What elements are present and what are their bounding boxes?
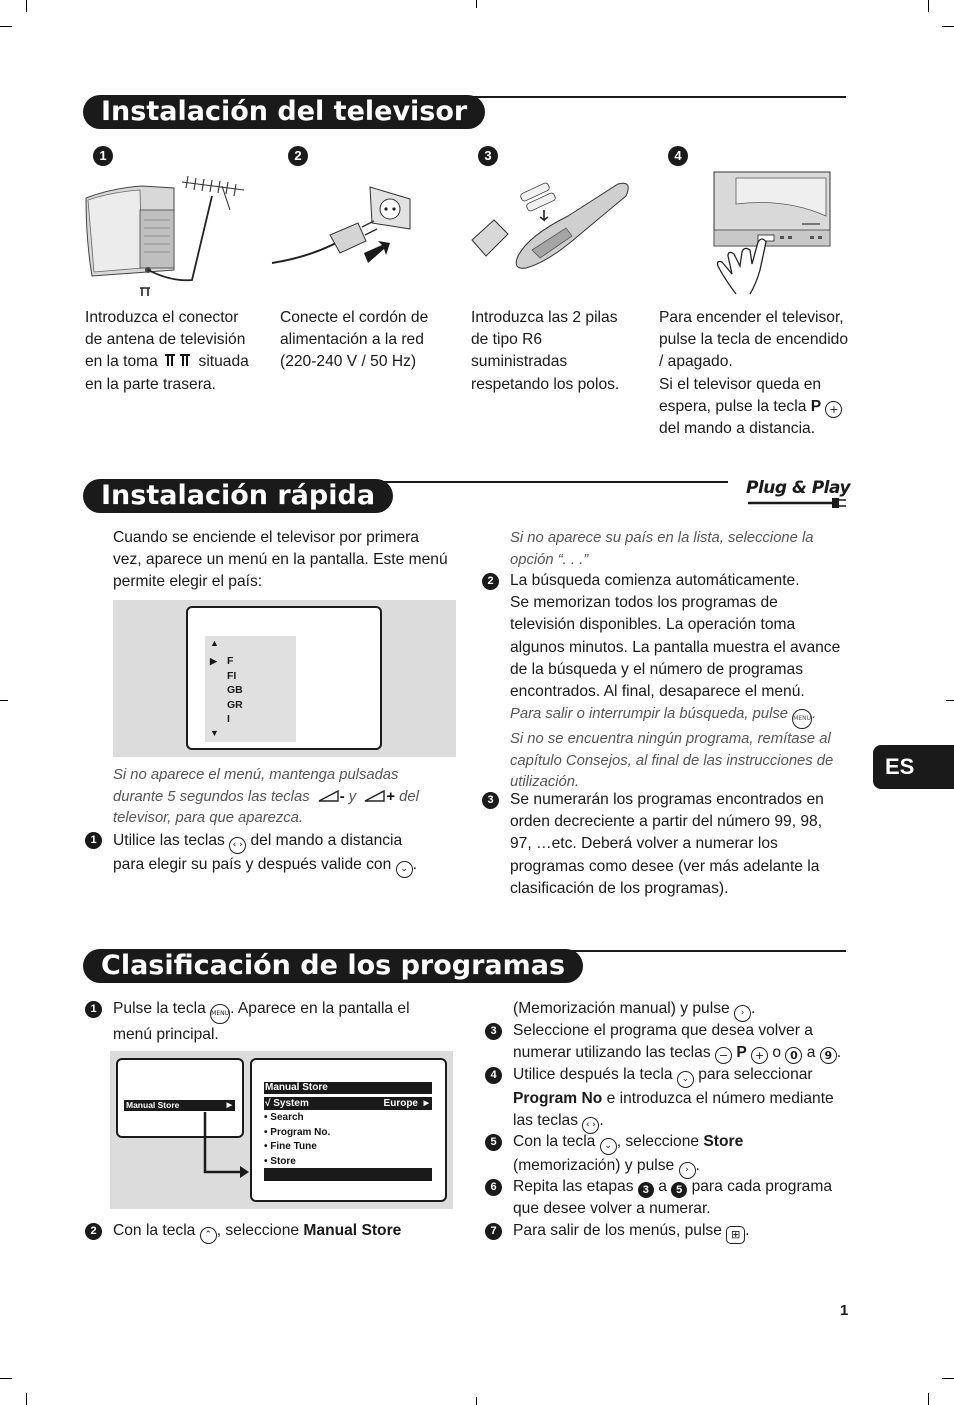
antenna-socket-icon [164,353,192,367]
zero-key-icon: 0 [785,1047,802,1064]
scroll-down-icon: ▼ [210,728,219,738]
up-key-icon: ⌃ [200,1227,217,1244]
installation-step-2-text: Conecte el cordón de alimentación a la red (220-240 V / 50 Hz) [280,309,429,371]
step-badge: 2 [482,573,499,590]
nine-key-icon: 9 [820,1047,837,1064]
crop-mark [26,1393,27,1405]
step-badge: 6 [485,1179,502,1196]
plus-key-icon: + [825,401,842,418]
down-key-icon: ⌄ [600,1138,617,1155]
section-title-installation: Instalación del televisor [83,95,485,129]
tv-power-button-illustration [706,170,834,298]
step-badge: 4 [668,146,688,166]
country-option[interactable]: I [227,713,230,725]
country-option[interactable]: FI [227,669,237,682]
section-rule [534,950,846,952]
step-badge: 2 [288,146,308,166]
sorting-step-3-text: Seleccione el programa que desea volver a numerar utilizando las teclas − P + o 0 a 9 . [513,1022,842,1063]
quick-step-3-text: Se numerarán los programas encontrados en orden decreciente a partir del número 99, 98, 97, …etc. Deberá volver a numerar los programas como desee (ver más adelante la clasificación de los programas). [510,791,824,897]
step-badge: 2 [85,1223,102,1240]
quick-step-2-notes: Para salir o interrumpir la búsqueda, pulse MENU. Si no se encuentra ningún programa, remítase al capítulo Consejos, al final de las instrucciones de utilización. [510,706,834,791]
left-right-keys-icon: ‹ › [582,1117,599,1134]
country-option[interactable]: GR [227,698,243,711]
exit-key-icon: ⊞ [726,1226,745,1244]
crop-mark [942,1378,954,1379]
volume-icon [364,790,386,802]
quick-step-2-text: La búsqueda comienza automáticamente. Se memorizan todos los programas de televisión disponibles. La operación toma algunos minutos. La pantalla muestra el avance de la búsqueda y el número de programas encontrados. Al final, desaparece el menú. [510,572,841,701]
left-right-keys-icon: ‹ › [229,837,246,854]
menu-item-system[interactable]: √ System Europe ▶ [264,1097,432,1110]
remote-batteries-illustration [468,176,633,276]
plus-key-icon: + [751,1047,768,1064]
tv-antenna-illustration [82,170,252,298]
step-ref-badge: 3 [638,1182,654,1198]
step-badge: 3 [478,146,498,166]
quick-note-right-top: Si no aparece su país en la lista, seleccione la opción “. . .” [510,530,814,568]
minus-key-icon: − [715,1047,732,1064]
installation-step-4-text: Para encender el televisor, pulse la tecla de encendido / apagado. Si el televisor queda en espera, pulse la tecla P + del mando a distancia. [659,309,848,438]
volume-icon [318,790,340,802]
step-badge: 3 [482,792,499,809]
crop-mark [946,700,954,701]
step-badge: 1 [85,1001,102,1018]
crop-mark [476,1397,477,1405]
step-badge: 3 [485,1023,502,1040]
step-badge: 4 [485,1067,502,1084]
quick-intro: Cuando se enciende el televisor por primera vez, aparece un menú en la pantalla. Este menú permite elegir el país: [113,529,448,591]
menu-item[interactable]: • Store [264,1155,296,1167]
manual-store-items [264,1111,330,1169]
section-title-sorting: Clasificación de los programas [83,949,583,983]
sorting-step-5-text: Con la tecla ⌄ , seleccione Store (memorización) y pulse › . [513,1131,858,1179]
menu-item[interactable]: • Program No. [264,1126,331,1138]
country-option[interactable]: GB [227,684,243,696]
menu-status-bar [264,1168,432,1181]
section-title-quick: Instalación rápida [83,479,393,513]
crop-mark [928,1393,929,1405]
quick-step-1-text: Utilice las teclas ‹ › del mando a distancia para elegir su país y después valide con ⌄ . [113,830,468,878]
right-key-icon: › [679,1162,696,1179]
menu-connector-arrow [198,1112,250,1178]
sorting-step-2-continued: (Memorización manual) y pulse › . [513,998,858,1022]
menu-item[interactable]: • Fine Tune [264,1141,317,1152]
sorting-step-1-text: Pulse la tecla MENU. Aparece en la pantalla el menú principal. [113,1000,410,1043]
crop-mark [0,26,12,27]
submenu-arrow-icon: ▶ [423,1100,429,1107]
sorting-step-4-text: Utilice después la tecla ⌄ para seleccionar Program No e introduzca el número mediante las teclas ‹ › . [513,1064,858,1134]
crop-mark [476,0,477,8]
step-badge: 5 [485,1134,502,1151]
step-badge: 1 [85,832,102,849]
installation-step-1-text: Introduzca el conector de antena de televisión en la toma situada en la parte trasera. [85,309,249,393]
sorting-step-2-text: Con la tecla ⌃ , seleccione Manual Store [113,1220,473,1244]
menu-item[interactable]: • Search [264,1112,304,1123]
plug-and-play-logo: Plug & Play [746,478,851,498]
page-number: 1 [840,1302,849,1319]
menu-item-manual-store[interactable]: Manual Store ▶ [124,1100,235,1111]
down-key-icon: ⌄ [396,861,413,878]
menu-key-icon: MENU [210,1004,230,1024]
section-rule [360,481,728,483]
country-option[interactable]: F [227,655,234,667]
crop-mark [0,1378,12,1379]
section-rule [440,96,846,98]
power-plug-illustration [270,183,420,283]
installation-step-3-text: Introduzca las 2 pilas de tipo R6 suministradas respetando los polos. [471,309,620,393]
step-ref-badge: 5 [671,1182,687,1198]
scroll-up-icon: ▲ [210,638,219,648]
step-badge: 7 [485,1223,502,1240]
manual-store-header: Manual Store [264,1082,432,1094]
quick-note-left: Si no aparece el menú, mantenga pulsadas durante 5 segundos las teclas - y + del televisor, para que aparezca. [113,767,419,827]
crop-mark [26,0,27,12]
country-list-box [205,636,296,742]
crop-mark [942,26,954,27]
submenu-arrow-icon: ▶ [226,1102,232,1109]
selection-arrow-icon: ▶ [210,656,217,666]
menu-key-icon: MENU [792,709,812,729]
country-list [227,654,243,727]
sorting-step-7-text: Para salir de los menús, pulse ⊞ . [513,1220,858,1244]
step-badge: 1 [93,146,113,166]
plug-cable-icon [748,497,848,513]
down-key-icon: ⌄ [677,1071,694,1088]
language-tab: ES [873,745,954,789]
right-key-icon: › [734,1005,751,1022]
sorting-step-6-text: Repita las etapas 3 a 5 para cada programa que desee volver a numerar. [513,1178,832,1218]
crop-mark [928,0,929,12]
crop-mark [0,700,8,701]
